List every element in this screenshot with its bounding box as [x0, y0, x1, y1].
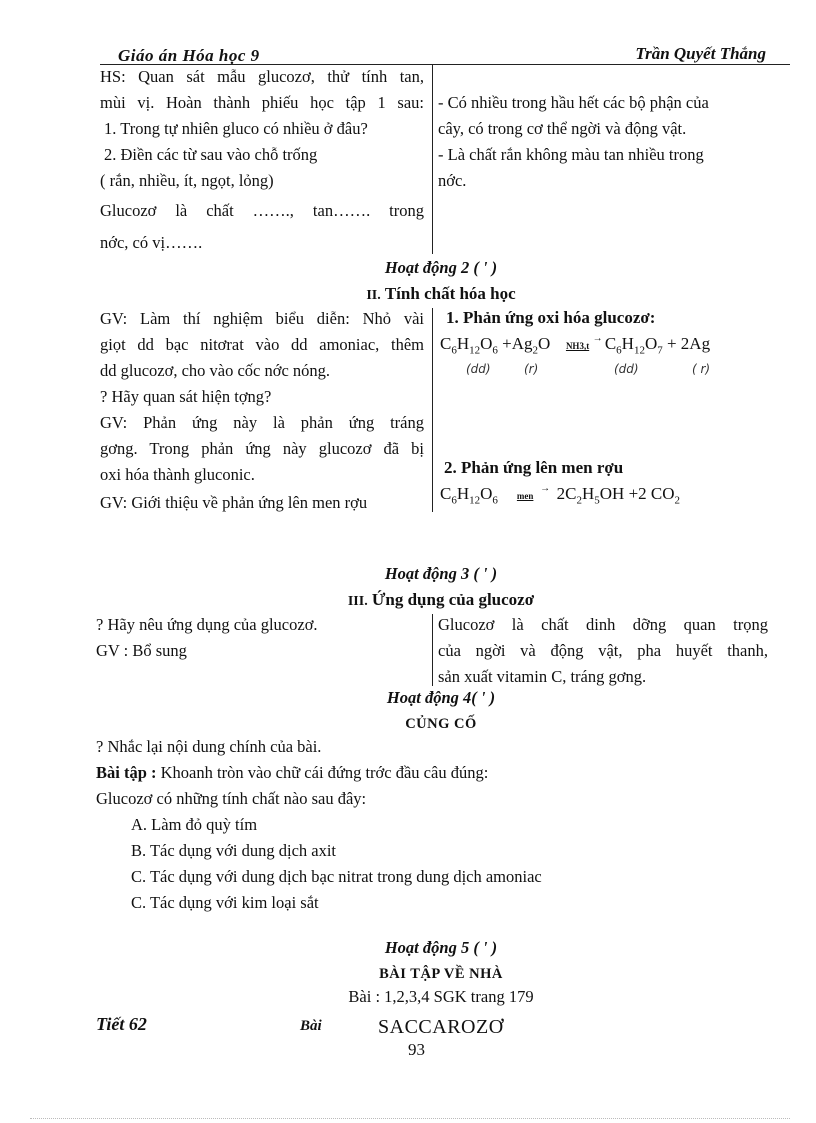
section-number: II. [366, 288, 381, 303]
text-line: mùi vị. Hoàn thành phiếu học tập 1 sau: [100, 93, 424, 112]
review-question: ? Nhắc lại nội dung chính của bài. [96, 737, 322, 756]
activity-5-subtitle: BÀI TẬP VỀ NHÀ [379, 966, 503, 982]
text-line: nớc. [438, 171, 467, 190]
table1-left-cell [100, 64, 424, 256]
text-line: cây, có trong cơ thể ngời và động vật. [438, 119, 687, 138]
text-line: của ngời và động vật, pha huyết thanh, [438, 641, 768, 660]
section-3-heading [0, 590, 816, 610]
text-line: GV : Bổ sung [96, 641, 187, 660]
option-c: C. Tác dụng với dung dịch bạc nitrat trong dung dịch amoniac [131, 867, 542, 886]
activity-5-title: Hoạt động 5 ( ' ) [384, 938, 498, 957]
text-line: - Có nhiều trong hầu hết các bộ phận của [438, 93, 709, 112]
reaction-1-equation: $C_6H_{12}O_6 +Ag_2O$ NH3,t → $C_6H_{12}O_7 + 2Ag$ [440, 333, 711, 357]
text-line: ? Hãy quan sát hiện tợng? [100, 387, 272, 406]
option-a: A. Làm đỏ quỳ tím [131, 815, 258, 834]
lesson-title: SACCAROZƠ [378, 1016, 504, 1038]
text-line: GV: Phản ứng này là phản ứng tráng [100, 413, 424, 432]
header-subject: Giáo án Hóa học 9 [118, 46, 260, 65]
reaction-2-equation: $C_6H_{12}O_6$ men → $2C_2H_5OH +2$ $CO_2$ [440, 483, 681, 507]
activity-3-title: Hoạt động 3 ( ' ) [384, 564, 498, 583]
text-line: - Là chất rắn không màu tan nhiều trong [438, 145, 704, 164]
text-line: ( rắn, nhiều, ít, ngọt, lỏng) [100, 171, 274, 190]
reaction-1-heading [446, 308, 655, 328]
activity-4-title: Hoạt động 4( ' ) [386, 688, 496, 707]
table3-right-cell [438, 612, 768, 690]
table2-divider [432, 308, 433, 512]
text-line: HS: Quan sát mẫu glucozơ, thử tính tan, [100, 67, 424, 86]
section-number: III. [347, 594, 368, 609]
text-line: giọt dd bạc nitơrat vào dd amoniac, thêm [100, 335, 424, 354]
reaction-2-heading-text: 2. Phản ứng lên men rợu [444, 458, 624, 477]
reaction-1-heading-text: 1. Phản ứng oxi hóa glucozơ: [446, 308, 656, 327]
exercise-text: Khoanh tròn vào chữ cái đứng trớc đầu câu đúng: [156, 763, 489, 782]
text-line: sản xuất vitamin C, tráng gơng. [438, 667, 647, 686]
state-label: ( r) [692, 362, 711, 376]
table1-divider [432, 64, 433, 254]
text-line: nớc, có vị……. [100, 233, 203, 252]
page-bottom-rule [30, 1118, 790, 1119]
text-line: gơng. Trong phản ứng này glucozơ đã bị [100, 439, 424, 458]
activity-4-subtitle: CỦNG CỐ [405, 716, 477, 732]
option-b: B. Tác dụng với dung dịch axit [131, 841, 337, 860]
activity-2-title: Hoạt động 2 ( ' ) [384, 258, 498, 277]
page-number: 93 [408, 1040, 425, 1059]
header-author: Trần Quyết Thắng [635, 44, 766, 63]
reaction-arrow: NH3,t → [565, 333, 603, 351]
homework-line: Bài : 1,2,3,4 SGK trang 179 [348, 987, 534, 1006]
reaction-arrow: men → [516, 483, 551, 501]
section-title: Tính chất hóa học [384, 284, 516, 303]
review-block [96, 734, 776, 916]
text-line: GV: Làm thí nghiệm biểu diễn: Nhỏ vài [100, 309, 424, 328]
section-title: Ứng dụng của glucozơ [371, 590, 535, 609]
arrow-label: men [516, 491, 534, 501]
reaction-2-heading [444, 458, 623, 478]
state-label: (dd) [614, 362, 639, 376]
arrow-label: NH3,t [565, 341, 590, 351]
exercise-label: Bài tập : [96, 763, 157, 782]
table3-divider [432, 614, 433, 686]
table1-right-cell [438, 90, 768, 194]
option-d: C. Tác dụng với kim loại sắt [131, 893, 319, 912]
section-2-heading [0, 284, 816, 304]
text-line: Glucozơ là chất dinh dỡng quan trọng [438, 615, 768, 634]
text-line: Glucozơ là chất ……., tan……. trong [100, 201, 424, 220]
state-label: (r) [524, 362, 539, 376]
exercise-instruction [96, 760, 776, 786]
state-label: (dd) [466, 362, 491, 376]
text-line: 1. Trong tự nhiên gluco có nhiều ở đâu? [104, 119, 368, 138]
text-line: GV: Giới thiệu về phản ứng lên men rợu [100, 493, 368, 512]
exercise-question: Glucozơ có những tính chất nào sau đây: [96, 789, 367, 808]
table2-left-cell [100, 306, 424, 516]
table3-left-cell [96, 612, 426, 664]
lesson-number: Tiết 62 [96, 1014, 147, 1034]
text-line: ? Hãy nêu ứng dụng của glucozơ. [96, 615, 318, 634]
text-line: dd glucozơ, cho vào cốc nớc nóng. [100, 361, 331, 380]
lesson-label: Bài [300, 1018, 322, 1034]
text-line: oxi hóa thành gluconic. [100, 465, 255, 484]
text-line: 2. Điền các từ sau vào chỗ trống [104, 145, 318, 164]
